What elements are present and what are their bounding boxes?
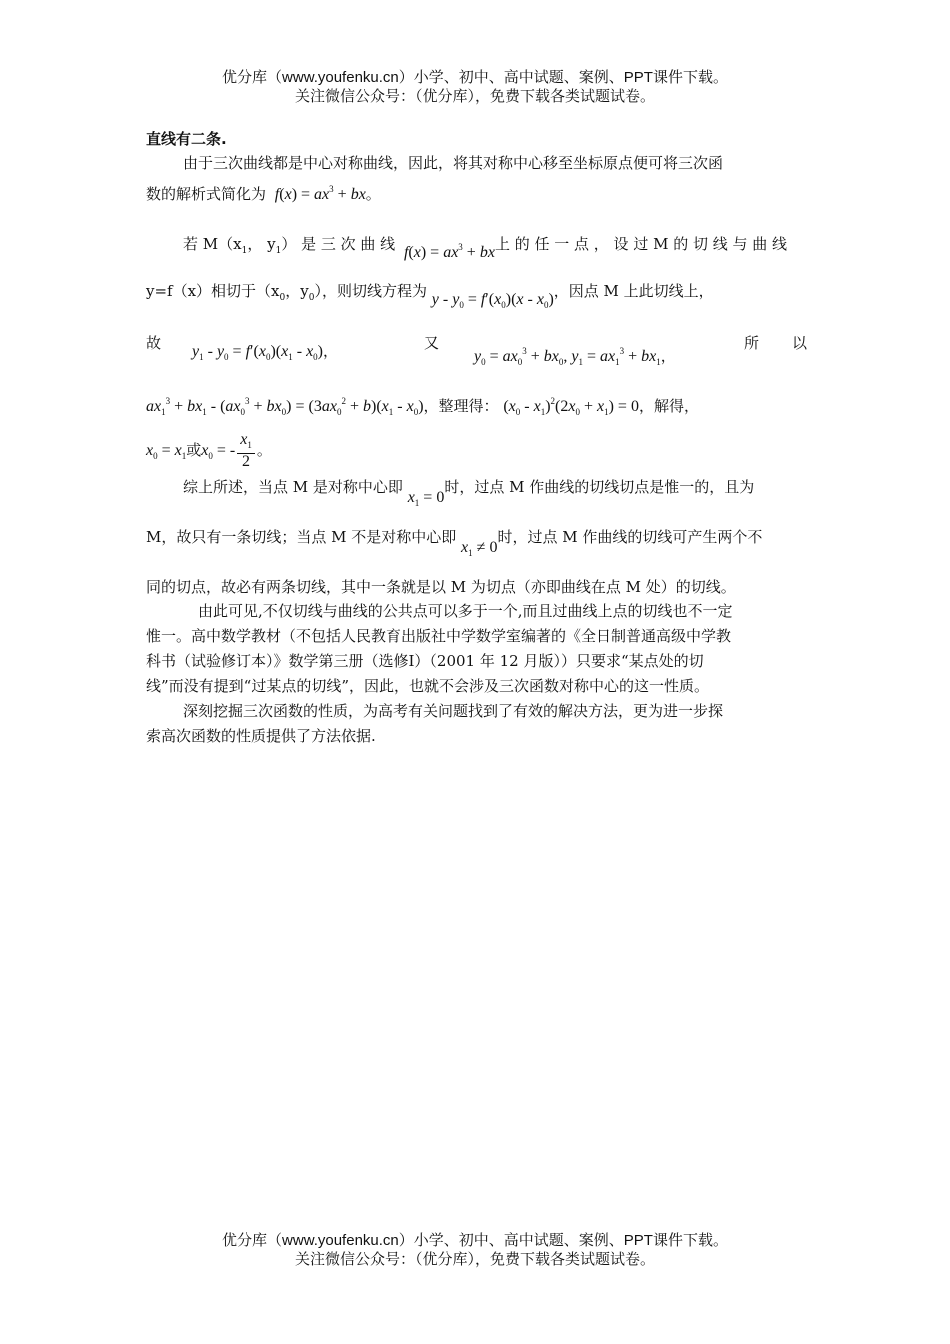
footer-line-1: 优分库（www.youfenku.cn）小学、初中、高中试题、案例、PPT课件下载。 <box>222 1231 728 1249</box>
para-0: 直线有二条. <box>146 130 227 148</box>
para-1-line-2: 数的解析式简化为 $f(x) = ax^3$ + bx。 <box>146 184 381 203</box>
para-2-line-3-label-you: 又 <box>424 334 440 352</box>
para-5-line-2: 索高次函数的性质提供了方法依据. <box>146 727 376 745</box>
formula-fraction-x1-over-2: $\frac{x_1}{2}$ <box>237 432 255 470</box>
para-2-line-5: $x_0 = x_1$或$x_0$ = - $\frac{x_1}{2}$ 。 <box>146 431 272 470</box>
para-4-line-4: 线”而没有提到“过某点的切线”，因此，也就不会涉及三次函数对称中心的这一性质。 <box>146 677 710 695</box>
para-2-line-3-label-suo: 所 <box>744 334 760 352</box>
para-4-line-2: 惟一。高中数学教材（不包括人民教育出版社中学数学室编著的《全日制普通高级中学教 <box>146 627 732 645</box>
formula-x1-not-equal-0: $x_1 \ne 0$ <box>461 539 498 558</box>
formula-x1-equals-0: $x_1 = 0$ <box>407 489 445 508</box>
para-5-line-1: 深刻挖掘三次函数的性质，为高考有关问题找到了有效的解决方法，更为进一步探 <box>183 702 724 720</box>
header-line-1: 优分库（www.youfenku.cn）小学、初中、高中试题、案例、PPT课件下载。 <box>222 68 728 86</box>
formula-cubic-curve: $f(x) = ax^3$ + bx <box>399 242 495 261</box>
para-3-line-3: 同的切点，故必有两条切线，其中一条就是以 M 为切点（亦即曲线在点 M 处）的切线。 <box>146 578 736 596</box>
para-3-line-1: 综上所述，当点 M 是对称中心即 $x_1 = 0$时，过点 M 作曲线的切线切点是惟一的，且为 <box>183 478 755 508</box>
formula-tangent-line: $y - y_0 = f'(x_0)(x - x_0)$ <box>431 291 554 310</box>
para-2-line-4: $ax_1^3 + bx_1 - (ax_0^3 + bx_0) = (3ax_0^2 + b)(x_1 - x_0)$，整理得： $(x_0 - x_1)^2(2x_0 + x_1) = 0$，解得， <box>146 396 699 417</box>
para-4-line-1: 由此可见,不仅切线与曲线的公共点可以多于一个,而且过曲线上点的切线也不一定 <box>198 602 733 620</box>
para-3-line-2: M，故只有一条切线；当点 M 不是对称中心即 $x_1 \ne 0$时，过点 M 作曲线的切线可产生两个不 <box>146 528 763 558</box>
formula-curve-points: $y_0 = ax_0^3 + bx_0$, $y_1 = ax_1^3 + bx_1$， <box>474 346 676 367</box>
para-2-line-1: 若 $M(x_1$， $y_1$） 是 三 次 曲 线 $f(x) = ax^3$ + bx上 的 任 一 点 ， 设 过 M 的 切 线 与 曲 线 <box>183 235 788 261</box>
formula-expanded-equation: $ax_1^3 + bx_1 - (ax_0^3 + bx_0) = (3ax_0^2 + b)(x_1 - x_0)$ <box>146 396 424 417</box>
formula-factored-equation: $(x_0 - x_1)^2(2x_0 + x_1) = 0$ <box>503 396 639 417</box>
formula-point-on-tangent: $y_1 - y_0 = f'(x_0)(x_1 - x_0)$， <box>192 342 339 362</box>
header-line-2: 关注微信公众号：（优分库），免费下载各类试题试卷。 <box>294 87 655 105</box>
footer-line-2: 关注微信公众号：（优分库），免费下载各类试题试卷。 <box>294 1250 655 1268</box>
para-4-line-3: 科书（试验修订本）》数学第三册（选修Ⅰ）（2001 年 12 月版））只要求“某点处的切 <box>146 652 704 670</box>
page-header <box>0 68 950 106</box>
para-2-line-2: y=f（x）相切于（$x_0$，$y_0$），则切线方程为 $y - y_0 = f'(x_0)(x - x_0)$，因点 M 上此切线上， <box>146 282 714 310</box>
para-1-line-1: 由于三次曲线都是中心对称曲线，因此，将其对称中心移至坐标原点便可将三次函 <box>183 154 724 172</box>
para-2-line-3-label-gu: 故 <box>146 334 162 352</box>
para-2-line-3-label-yi: 以 <box>792 334 808 352</box>
formula-solution-2: $x_0$ = - <box>201 442 236 461</box>
page-footer <box>0 1231 950 1269</box>
formula-cubic-simplified: $f(x) = ax^3$ + bx <box>270 184 366 203</box>
formula-solution-1: $x_0 = x_1$ <box>146 442 187 461</box>
